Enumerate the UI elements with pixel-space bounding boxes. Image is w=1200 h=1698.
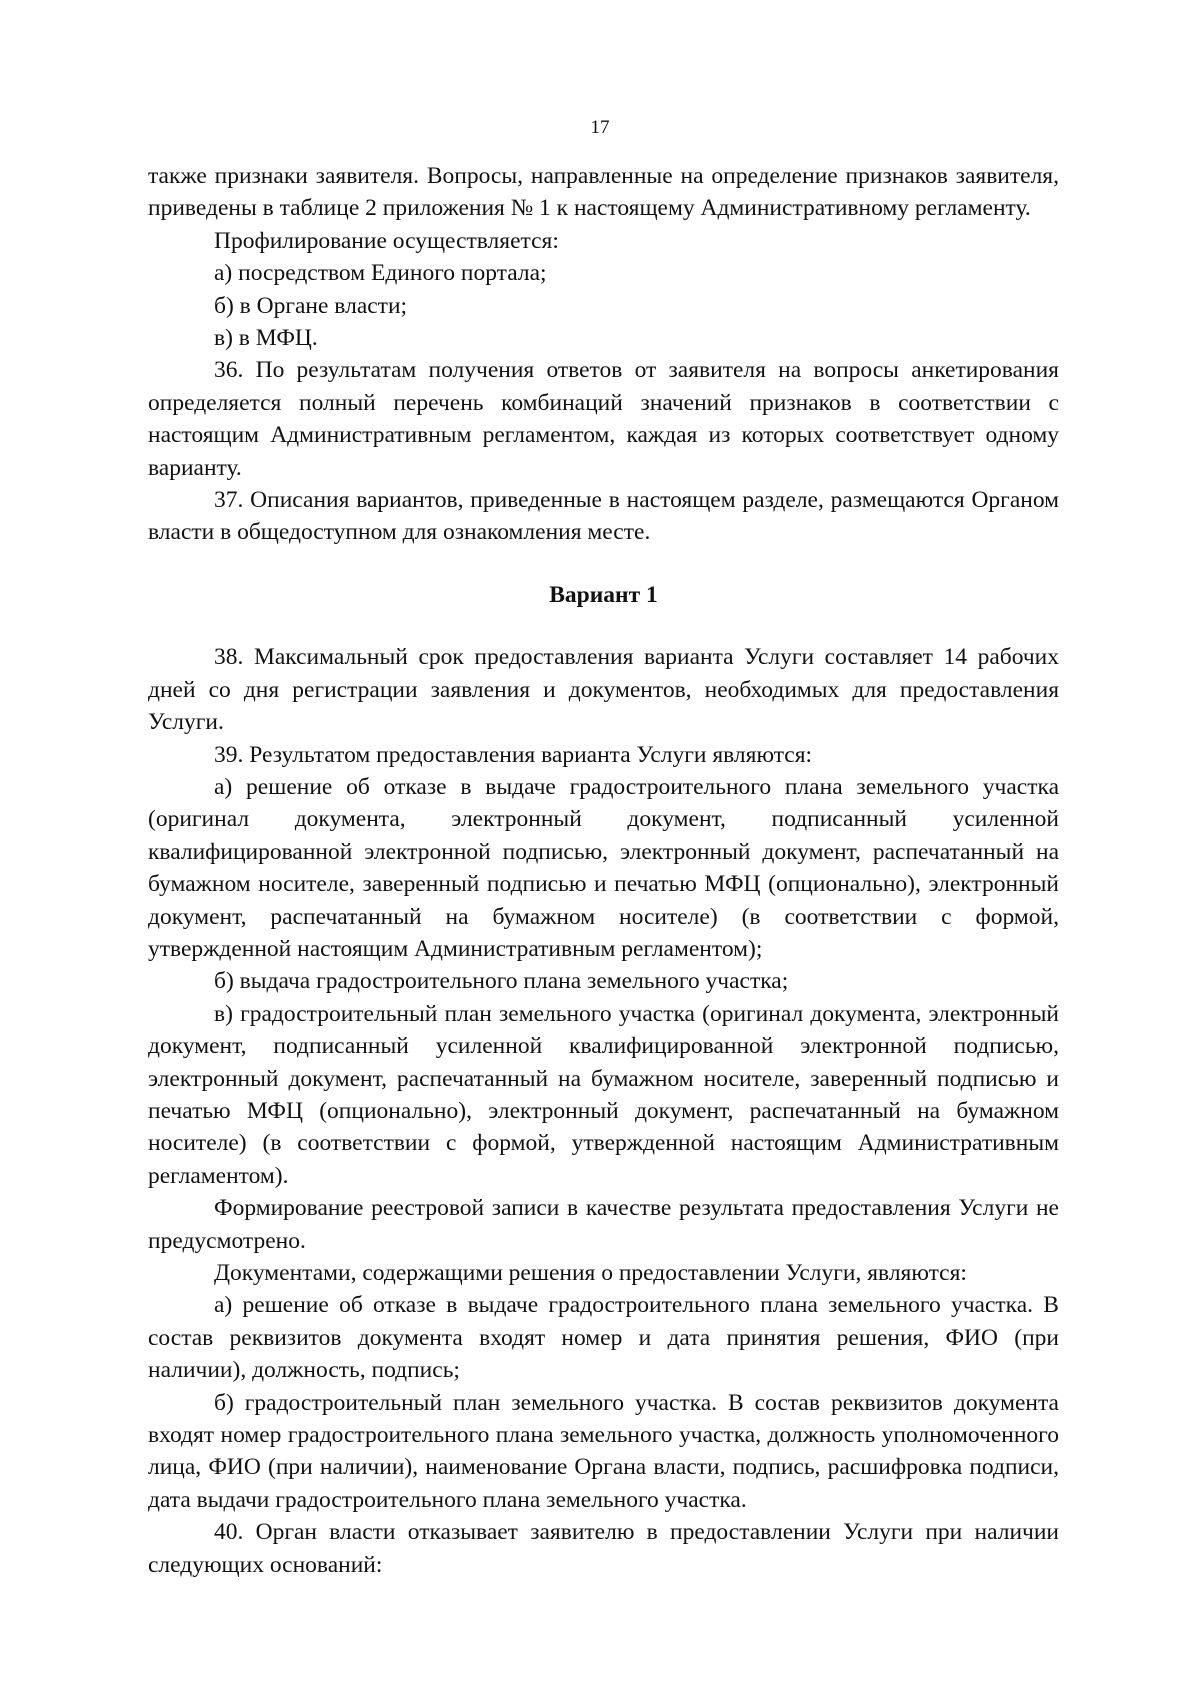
paragraph-37: 37. Описания вариантов, приведенные в настоящем разделе, размещаются Органом власти в общедоступном для ознакомления месте. bbox=[148, 487, 1059, 546]
list-item-result-b: б) выдача градостроительного плана земельного участка; bbox=[214, 968, 789, 995]
paragraph-36: 36. По результатам получения ответов от заявителя на вопросы анкетирования определяется полный перечень комбинаций значений признаков в соответствии с настоящим Административным регламентом, каждая из которых соответствует одному варианту. bbox=[148, 357, 1059, 481]
list-item-result-c: в) градостроительный план земельного участка (оригинал документа, электронный документ, подписанный усиленной квалифицированной электронной подписью, электронный документ, распечатанный на бумажном носителе, заверенный подписью и печатью МФЦ (опционально), электронный документ, распечатанный на бумажном носителе) (в соответствии с формой, утвержденной настоящим Административным регламентом). bbox=[148, 1000, 1059, 1189]
paragraph-decision-documents: Документами, содержащими решения о предоставлении Услуги, являются: bbox=[214, 1260, 967, 1286]
paragraph-39: 39. Результатом предоставления варианта Услуги являются: bbox=[214, 741, 813, 768]
list-item-profiling-b: б) в Органе власти; bbox=[214, 292, 408, 319]
paragraph-profiling-intro: Профилирование осуществляется: bbox=[214, 227, 559, 254]
list-item-document-a: а) решение об отказе в выдаче градостроительного плана земельного участка. В состав реквизитов документа входят номер и дата принятия решения, ФИО (при наличии), должность, подпись; bbox=[148, 1292, 1059, 1384]
document-body bbox=[148, 160, 1059, 1581]
section-heading-variant-1: Вариант 1 bbox=[549, 581, 658, 608]
paragraph-40: 40. Орган власти отказывает заявителю в предоставлении Услуги при наличии следующих оснований: bbox=[148, 1519, 1059, 1578]
list-item-document-b: б) градостроительный план земельного участка. В состав реквизитов документа входят номер градостроительного плана земельного участка, должность уполномоченного лица, ФИО (при наличии), наименование Органа власти, подпись, расшифровка подписи, дата выдачи градостроительного плана земельного участка. bbox=[148, 1389, 1059, 1513]
list-item-profiling-c: в) в МФЦ. bbox=[214, 325, 318, 352]
list-item-result-a: а) решение об отказе в выдаче градостроительного плана земельного участка (оригинал документа, электронный документ, подписанный усиленной квалифицированной электронной подписью, электронный документ, распечатанный на бумажном носителе, заверенный подписью и печатью МФЦ (опционально), электронный документ, распечатанный на бумажном носителе) (в соответствии с формой, утвержденной настоящим Административным регламентом); bbox=[148, 773, 1059, 962]
list-item-profiling-a: а) посредством Единого портала; bbox=[214, 260, 547, 287]
paragraph-registry-record: Формирование реестровой записи в качестве результата предоставления Услуги не предусмотрено. bbox=[148, 1195, 1059, 1254]
paragraph-intro-continuation: также признаки заявителя. Вопросы, направленные на определение признаков заявителя, приведены в таблице 2 приложения № 1 к настоящему Административному регламенту. bbox=[148, 163, 1059, 222]
paragraph-38: 38. Максимальный срок предоставления варианта Услуги составляет 14 рабочих дней со дня регистрации заявления и документов, необходимых для предоставления Услуги. bbox=[148, 644, 1059, 736]
page-number: 17 bbox=[590, 117, 610, 138]
